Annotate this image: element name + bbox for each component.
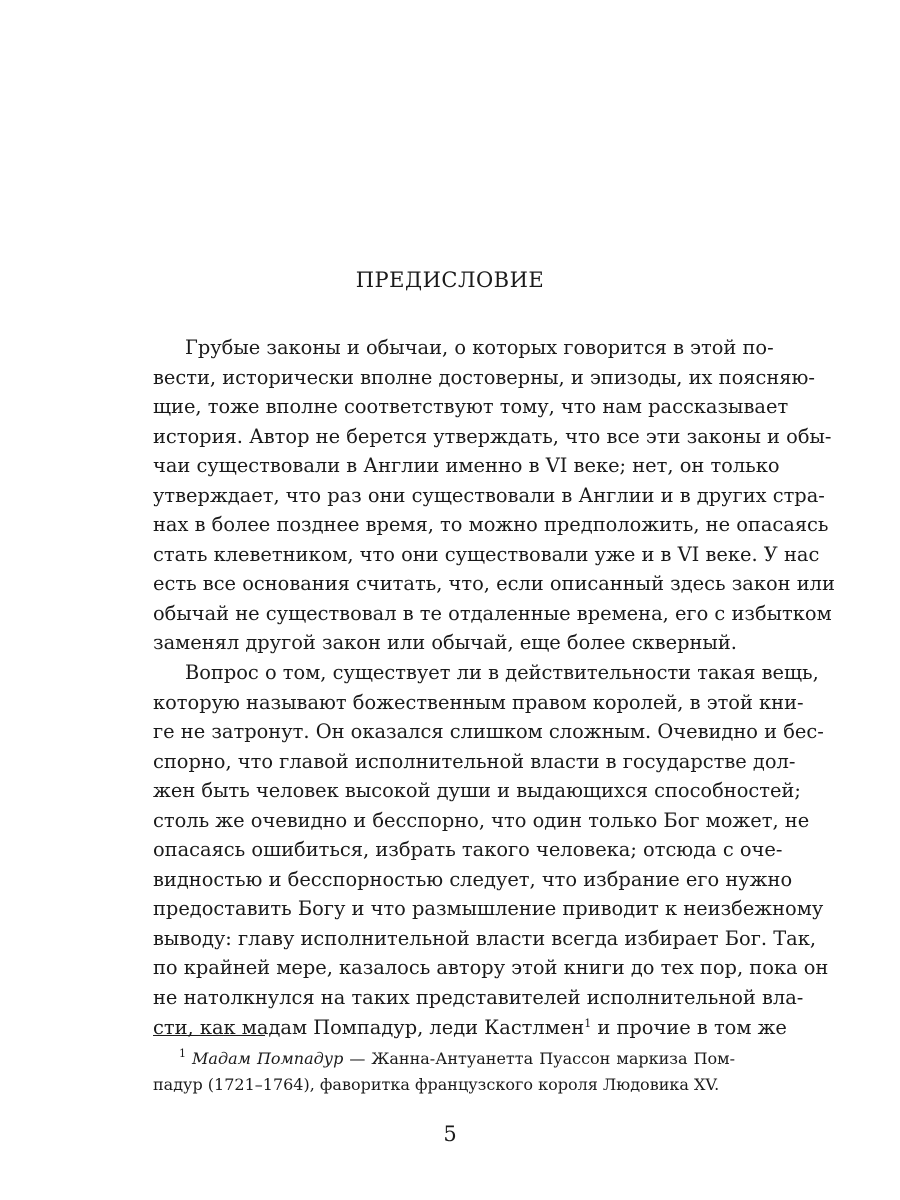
footnote-marker: 1 [179,1047,186,1060]
text-line: спорно, что главой исполнительной власти в государстве дол- [153,749,796,773]
text-segment: и прочие в том же [591,1015,787,1039]
text-line: обычай не существовал в те отдаленные времена, его с избытком [153,601,832,625]
text-line: Вопрос о том, существует ли в действительности такая вещь, [185,661,819,685]
page-number: 5 [443,1122,457,1146]
footnote-line [153,1046,735,1072]
text-line: которую называют божественным правом королей, в этой кни- [153,690,804,714]
text-line: опасаясь ошибиться, избрать такого человека; отсюда с оче- [153,838,783,862]
footnote-divider [153,1035,265,1036]
text-line: есть все основания считать, что, если описанный здесь закон или [153,572,835,596]
footnote-reference[interactable]: 1 [584,1016,592,1030]
text-line: по крайней мере, казалось автору этой книги до тех пор, пока он [153,956,829,980]
text-line: жен быть человек высокой души и выдающихся способностей; [153,779,801,803]
footnote-text: — Жанна-Антуанетта Пуассон маркиза Пом- [343,1049,736,1068]
text-line: столь же очевидно и бесспорно, что один только Бог может, не [153,808,810,832]
text-line: стать клеветником, что они существовали уже и в VI веке. У нас [153,542,820,566]
main-text [153,333,835,1042]
text-line: утверждает, что раз они существовали в Англии и в других стра- [153,483,825,507]
text-line: вести, исторически вполне достоверны, и эпизоды, их поясняю- [153,365,815,389]
text-line: заменял другой закон или обычай, еще более скверный. [153,631,737,655]
text-line: ге не затронут. Он оказался слишком сложным. Очевидно и бес- [153,720,824,744]
footnote-line: падур (1721–1764), фаворитка французского короля Людовика XV. [153,1075,720,1094]
footnote [153,1046,735,1098]
page-title: ПРЕДИСЛОВИЕ [355,268,545,292]
text-line: видностью и бесспорностью следует, что избрание его нужно [153,867,793,891]
text-line: нах в более позднее время, то можно предположить, не опасаясь [153,513,829,537]
text-line: предоставить Богу и что размышление приводит к неизбежному [153,897,824,921]
text-line: история. Автор не берется утверждать, что все эти законы и обы- [153,424,832,448]
text-line: выводу: главу исполнительной власти всегда избирает Бог. Так, [153,926,816,950]
text-line: щие, тоже вполне соответствуют тому, что нам рассказывает [153,395,789,419]
text-line-with-footnote-ref [153,1013,787,1043]
text-segment: сти, как мадам Помпадур, леди Кастлмен [153,1015,585,1039]
footnote-term: Мадам Помпадур [192,1049,344,1068]
text-line: чаи существовали в Англии именно в VI веке; нет, он только [153,454,780,478]
text-line: не натолкнулся на таких представителей исполнительной вла- [153,986,804,1010]
text-line: Грубые законы и обычаи, о которых говорится в этой по- [185,336,774,359]
